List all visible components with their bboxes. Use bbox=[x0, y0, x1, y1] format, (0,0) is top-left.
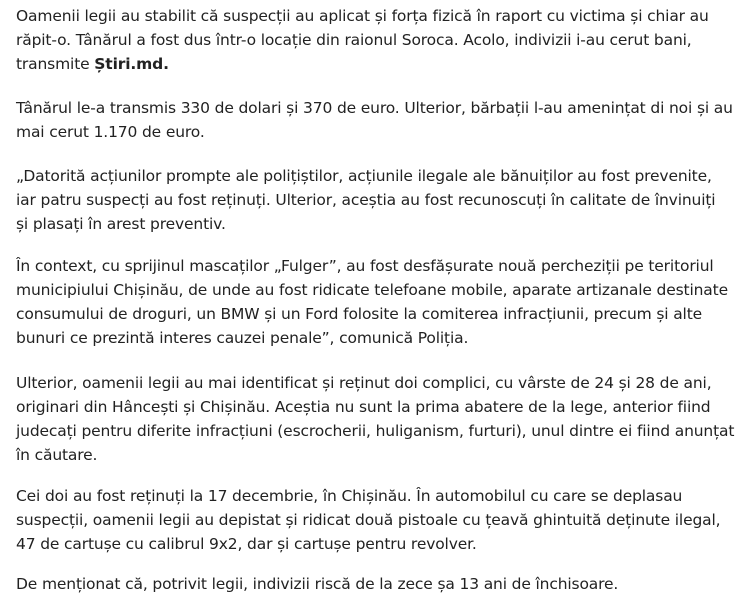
text-line: judecați pentru diferite infracțiuni (escrocherii, huliganism, furturi), unul dintre ei fiind anunțat bbox=[16, 422, 735, 440]
paragraph-1 bbox=[16, 4, 709, 76]
text-line: În context, cu sprijinul mascaților „Fulger”, au fost desfășurate nouă percheziții pe teritoriul bbox=[16, 257, 714, 275]
paragraph-7 bbox=[16, 572, 618, 596]
text-line: originari din Hâncești și Chișinău. Aceștia nu sunt la prima abatere de la lege, anterior fiind bbox=[16, 398, 711, 416]
text-line: Oamenii legii au stabilit că suspecții au aplicat și forța fizică în raport cu victima și chiar au bbox=[16, 7, 709, 25]
text-line: suspecții, oamenii legii au depistat și ridicat două pistoale cu țeavă ghintuită deținute ilegal, bbox=[16, 511, 721, 529]
paragraph-6 bbox=[16, 484, 720, 556]
text-line: municipiului Chișinău, de unde au fost ridicate telefoane mobile, aparate artizanale destinate bbox=[16, 281, 728, 299]
source-link[interactable]: Știri.md. bbox=[94, 55, 169, 73]
text-line: Cei doi au fost reținuți la 17 decembrie, în Chișinău. În automobilul cu care se deplasau bbox=[16, 487, 683, 505]
paragraph-2 bbox=[16, 96, 733, 144]
text-line bbox=[16, 52, 709, 76]
paragraph-5 bbox=[16, 371, 734, 467]
text-line: bunuri ce prezintă interes cauzei penale”, comunică Poliția. bbox=[16, 329, 469, 347]
paragraph-3-quote bbox=[16, 164, 715, 236]
text-line: Ulterior, oamenii legii au mai identificat și reținut doi complici, cu vârste de 24 și 28 de ani, bbox=[16, 374, 712, 392]
text-line: „Datorită acțiunilor prompte ale polițiștilor, acțiunile ilegale ale bănuiților au fost prevenite, bbox=[16, 167, 712, 185]
text-line: De menționat că, potrivit legii, indivizii riscă de la zece șa 13 ani de închisoare. bbox=[16, 575, 619, 593]
text-line: 47 de cartușe cu calibrul 9x2, dar și cartușe pentru revolver. bbox=[16, 535, 477, 553]
text-line: iar patru suspecți au fost reținuți. Ulterior, aceștia au fost recunoscuți în calitate de învinuiți bbox=[16, 191, 716, 209]
text-line: Tânărul le-a transmis 330 de dolari și 370 de euro. Ulterior, bărbații l-au amenințat di noi și au bbox=[16, 99, 733, 117]
text-line: consumului de droguri, un BMW și un Ford folosite la comiterea infracțiunii, precum și alte bbox=[16, 305, 703, 323]
text-line: mai cerut 1.170 de euro. bbox=[16, 123, 205, 141]
text-fragment: transmite bbox=[16, 55, 95, 73]
text-line: în căutare. bbox=[16, 446, 98, 464]
text-line: răpit-o. Tânărul a fost dus într-o locație din raionul Soroca. Acolo, indivizii i-au cerut bani, bbox=[16, 31, 692, 49]
text-line: și plasați în arest preventiv. bbox=[16, 215, 226, 233]
paragraph-4 bbox=[16, 254, 728, 350]
